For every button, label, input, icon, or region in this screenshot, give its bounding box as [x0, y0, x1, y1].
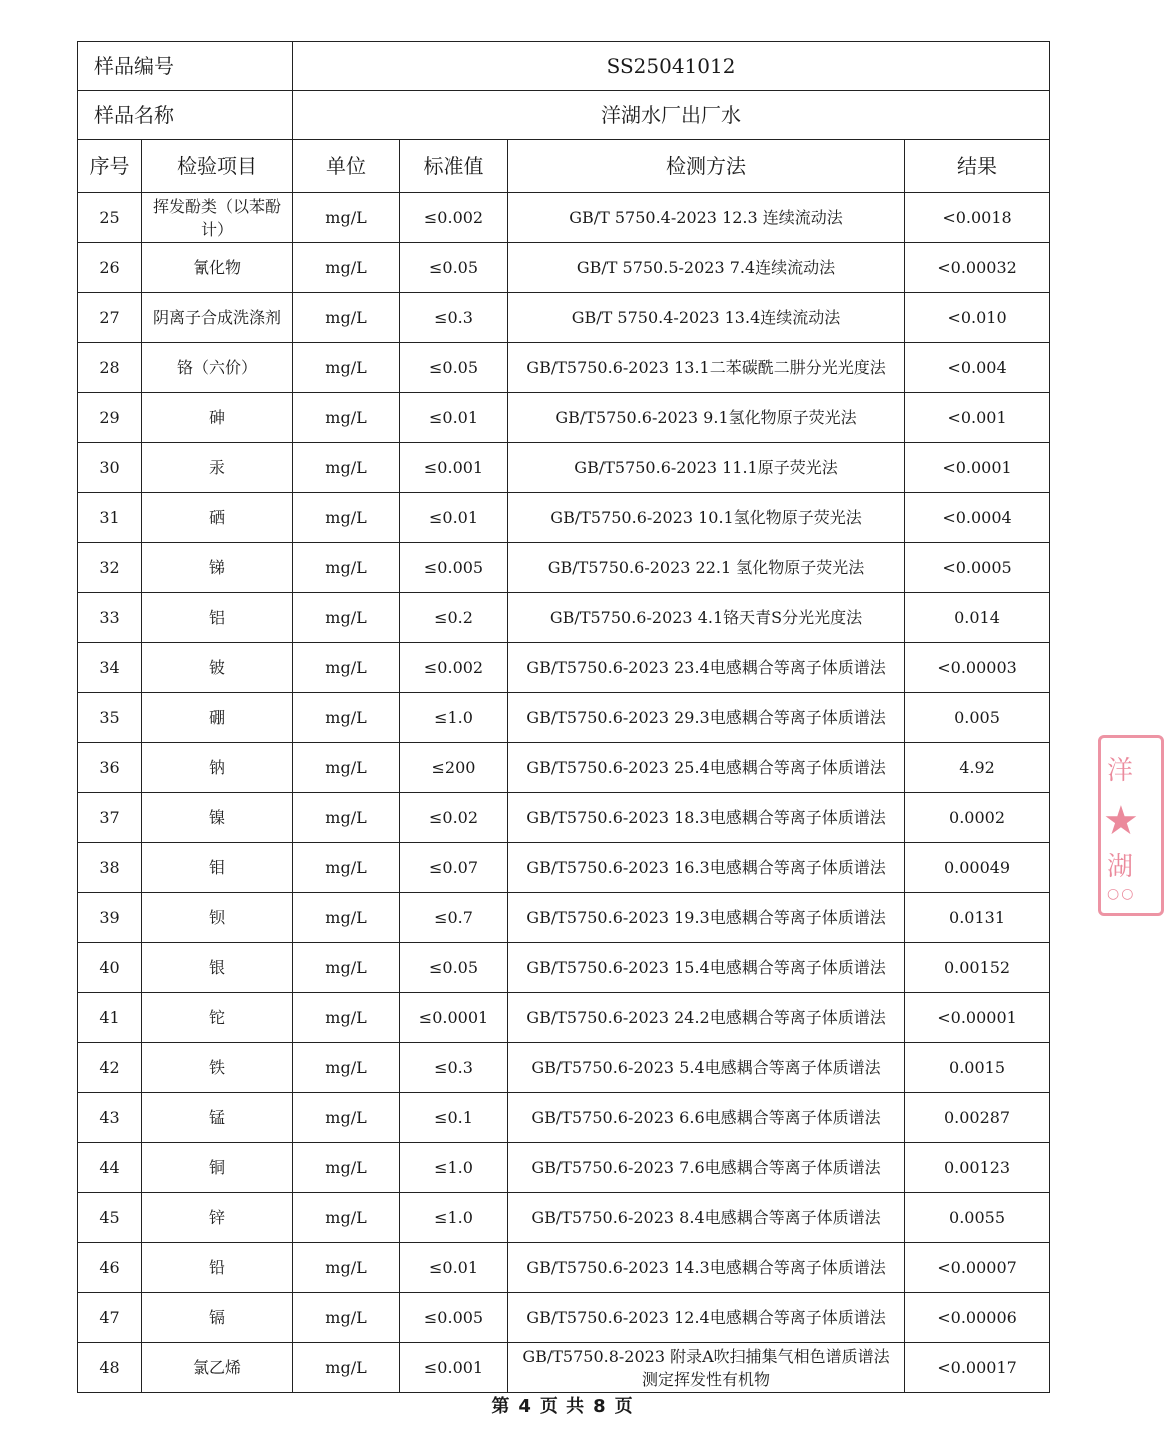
test-item-cell: 铁 — [142, 1043, 293, 1093]
row-number-cell: 44 — [78, 1143, 142, 1193]
test-method-cell: GB/T5750.6-2023 29.3电感耦合等离子体质谱法 — [508, 693, 905, 743]
test-item-cell: 银 — [142, 943, 293, 993]
table-row — [78, 943, 1050, 993]
column-header-no: 序号 — [78, 140, 142, 193]
test-method-cell: GB/T5750.6-2023 11.1原子荧光法 — [508, 443, 905, 493]
footer-middle: 页 共 — [539, 1396, 586, 1417]
test-method-cell: GB/T5750.6-2023 24.2电感耦合等离子体质谱法 — [508, 993, 905, 1043]
row-number-cell: 46 — [78, 1243, 142, 1293]
row-number-cell: 40 — [78, 943, 142, 993]
row-number-cell: 36 — [78, 743, 142, 793]
result-cell: <0.0018 — [905, 193, 1050, 243]
table-row — [78, 993, 1050, 1043]
result-cell: <0.00017 — [905, 1343, 1050, 1393]
row-number-cell: 47 — [78, 1293, 142, 1343]
table-row — [78, 1043, 1050, 1093]
standard-value-cell: ≤0.002 — [400, 193, 508, 243]
seal-dots: ○○ — [1107, 886, 1136, 902]
unit-cell: mg/L — [293, 1343, 400, 1393]
table-row — [78, 243, 1050, 293]
table-row — [78, 1143, 1050, 1193]
table-row — [78, 193, 1050, 243]
test-method-cell: GB/T5750.6-2023 15.4电感耦合等离子体质谱法 — [508, 943, 905, 993]
row-number-cell: 29 — [78, 393, 142, 443]
unit-cell: mg/L — [293, 193, 400, 243]
table-row — [78, 493, 1050, 543]
row-number-cell: 35 — [78, 693, 142, 743]
row-number-cell: 37 — [78, 793, 142, 843]
table-row — [78, 843, 1050, 893]
result-cell: 0.014 — [905, 593, 1050, 643]
row-number-cell: 26 — [78, 243, 142, 293]
table-row — [78, 793, 1050, 843]
unit-cell: mg/L — [293, 643, 400, 693]
result-cell: <0.004 — [905, 343, 1050, 393]
table-row — [78, 1193, 1050, 1243]
standard-value-cell: ≤0.0001 — [400, 993, 508, 1043]
test-item-cell: 镉 — [142, 1293, 293, 1343]
result-cell: 0.005 — [905, 693, 1050, 743]
table-row — [78, 1343, 1050, 1393]
column-header-result: 结果 — [905, 140, 1050, 193]
unit-cell: mg/L — [293, 943, 400, 993]
standard-value-cell: ≤0.005 — [400, 1293, 508, 1343]
test-method-cell: GB/T5750.6-2023 22.1 氢化物原子荧光法 — [508, 543, 905, 593]
unit-cell: mg/L — [293, 493, 400, 543]
result-cell: <0.001 — [905, 393, 1050, 443]
standard-value-cell: ≤0.07 — [400, 843, 508, 893]
test-method-cell: GB/T5750.6-2023 12.4电感耦合等离子体质谱法 — [508, 1293, 905, 1343]
standard-value-cell: ≤0.001 — [400, 443, 508, 493]
row-number-cell: 25 — [78, 193, 142, 243]
unit-cell: mg/L — [293, 843, 400, 893]
unit-cell: mg/L — [293, 543, 400, 593]
test-method-cell: GB/T 5750.5-2023 7.4连续流动法 — [508, 243, 905, 293]
unit-cell: mg/L — [293, 243, 400, 293]
unit-cell: mg/L — [293, 1143, 400, 1193]
result-cell: 0.0015 — [905, 1043, 1050, 1093]
test-method-cell: GB/T5750.6-2023 18.3电感耦合等离子体质谱法 — [508, 793, 905, 843]
unit-cell: mg/L — [293, 1043, 400, 1093]
table-row — [78, 893, 1050, 943]
sample-name-label: 样品名称 — [78, 91, 293, 140]
sample-number-row — [78, 42, 1050, 91]
row-number-cell: 27 — [78, 293, 142, 343]
standard-value-cell: ≤0.002 — [400, 643, 508, 693]
test-method-cell: GB/T5750.6-2023 9.1氢化物原子荧光法 — [508, 393, 905, 443]
footer-page-number: 4 — [518, 1396, 532, 1417]
standard-value-cell: ≤0.01 — [400, 393, 508, 443]
row-number-cell: 30 — [78, 443, 142, 493]
table-row — [78, 743, 1050, 793]
standard-value-cell: ≤1.0 — [400, 693, 508, 743]
test-method-cell: GB/T5750.6-2023 16.3电感耦合等离子体质谱法 — [508, 843, 905, 893]
result-cell: <0.00006 — [905, 1293, 1050, 1343]
test-item-cell: 挥发酚类（以苯酚计） — [142, 193, 293, 243]
standard-value-cell: ≤0.001 — [400, 1343, 508, 1393]
table-row — [78, 643, 1050, 693]
row-number-cell: 38 — [78, 843, 142, 893]
result-cell: 0.0002 — [905, 793, 1050, 843]
unit-cell: mg/L — [293, 1093, 400, 1143]
official-seal-stamp — [1098, 735, 1164, 916]
result-cell: 0.00152 — [905, 943, 1050, 993]
footer-suffix: 页 — [614, 1396, 634, 1417]
footer-total-pages: 8 — [593, 1396, 607, 1417]
test-method-cell: GB/T 5750.4-2023 13.4连续流动法 — [508, 293, 905, 343]
test-item-cell: 铊 — [142, 993, 293, 1043]
test-method-cell: GB/T5750.6-2023 10.1氢化物原子荧光法 — [508, 493, 905, 543]
test-item-cell: 硒 — [142, 493, 293, 543]
table-row — [78, 393, 1050, 443]
sample-number-label: 样品编号 — [78, 42, 293, 91]
table-row — [78, 1093, 1050, 1143]
row-number-cell: 28 — [78, 343, 142, 393]
test-item-cell: 锰 — [142, 1093, 293, 1143]
result-cell: <0.0001 — [905, 443, 1050, 493]
row-number-cell: 33 — [78, 593, 142, 643]
test-item-cell: 硼 — [142, 693, 293, 743]
unit-cell: mg/L — [293, 893, 400, 943]
standard-value-cell: ≤0.05 — [400, 343, 508, 393]
result-cell: <0.00007 — [905, 1243, 1050, 1293]
result-cell: 0.00123 — [905, 1143, 1050, 1193]
test-item-cell: 钼 — [142, 843, 293, 893]
unit-cell: mg/L — [293, 443, 400, 493]
seal-text-2: 湖 — [1107, 852, 1134, 882]
test-item-cell: 砷 — [142, 393, 293, 443]
standard-value-cell: ≤0.3 — [400, 293, 508, 343]
standard-value-cell: ≤0.01 — [400, 493, 508, 543]
column-header-row — [78, 140, 1050, 193]
test-item-cell: 锌 — [142, 1193, 293, 1243]
test-item-cell: 镍 — [142, 793, 293, 843]
result-cell: <0.00001 — [905, 993, 1050, 1043]
unit-cell: mg/L — [293, 1293, 400, 1343]
row-number-cell: 34 — [78, 643, 142, 693]
standard-value-cell: ≤0.7 — [400, 893, 508, 943]
unit-cell: mg/L — [293, 793, 400, 843]
row-number-cell: 45 — [78, 1193, 142, 1243]
standard-value-cell: ≤0.05 — [400, 943, 508, 993]
standard-value-cell: ≤0.3 — [400, 1043, 508, 1093]
standard-value-cell: ≤0.02 — [400, 793, 508, 843]
unit-cell: mg/L — [293, 693, 400, 743]
row-number-cell: 42 — [78, 1043, 142, 1093]
result-cell: 0.0055 — [905, 1193, 1050, 1243]
result-cell: 0.0131 — [905, 893, 1050, 943]
test-item-cell: 铜 — [142, 1143, 293, 1193]
table-row — [78, 1293, 1050, 1343]
standard-value-cell: ≤200 — [400, 743, 508, 793]
sample-name-row — [78, 91, 1050, 140]
standard-value-cell: ≤1.0 — [400, 1193, 508, 1243]
sample-number-value: SS25041012 — [293, 42, 1050, 91]
unit-cell: mg/L — [293, 293, 400, 343]
table-row — [78, 593, 1050, 643]
row-number-cell: 32 — [78, 543, 142, 593]
table-row — [78, 293, 1050, 343]
table-row — [78, 543, 1050, 593]
test-item-cell: 钡 — [142, 893, 293, 943]
table-row — [78, 693, 1050, 743]
test-method-cell: GB/T5750.6-2023 25.4电感耦合等离子体质谱法 — [508, 743, 905, 793]
unit-cell: mg/L — [293, 593, 400, 643]
result-cell: <0.0004 — [905, 493, 1050, 543]
test-item-cell: 铬（六价） — [142, 343, 293, 393]
test-report-table — [77, 41, 1050, 1393]
unit-cell: mg/L — [293, 393, 400, 443]
seal-star-icon: ★ — [1103, 798, 1139, 844]
test-method-cell: GB/T5750.6-2023 4.1铬天青S分光光度法 — [508, 593, 905, 643]
test-item-cell: 氰化物 — [142, 243, 293, 293]
unit-cell: mg/L — [293, 743, 400, 793]
result-cell: <0.00003 — [905, 643, 1050, 693]
result-cell: 4.92 — [905, 743, 1050, 793]
test-item-cell: 钠 — [142, 743, 293, 793]
test-method-cell: GB/T5750.6-2023 23.4电感耦合等离子体质谱法 — [508, 643, 905, 693]
table-row — [78, 343, 1050, 393]
unit-cell: mg/L — [293, 1193, 400, 1243]
row-number-cell: 39 — [78, 893, 142, 943]
seal-text: 洋 — [1107, 756, 1134, 786]
test-item-cell: 铍 — [142, 643, 293, 693]
table-row — [78, 443, 1050, 493]
standard-value-cell: ≤0.2 — [400, 593, 508, 643]
row-number-cell: 41 — [78, 993, 142, 1043]
standard-value-cell: ≤1.0 — [400, 1143, 508, 1193]
test-method-cell: GB/T5750.6-2023 14.3电感耦合等离子体质谱法 — [508, 1243, 905, 1293]
result-cell: 0.00049 — [905, 843, 1050, 893]
test-method-cell: GB/T5750.6-2023 13.1二苯碳酰二肼分光光度法 — [508, 343, 905, 393]
result-cell: <0.00032 — [905, 243, 1050, 293]
standard-value-cell: ≤0.005 — [400, 543, 508, 593]
test-item-cell: 氯乙烯 — [142, 1343, 293, 1393]
column-header-method: 检测方法 — [508, 140, 905, 193]
column-header-unit: 单位 — [293, 140, 400, 193]
unit-cell: mg/L — [293, 1243, 400, 1293]
page-footer — [0, 1392, 1125, 1418]
test-item-cell: 锑 — [142, 543, 293, 593]
test-method-cell: GB/T5750.6-2023 7.6电感耦合等离子体质谱法 — [508, 1143, 905, 1193]
standard-value-cell: ≤0.01 — [400, 1243, 508, 1293]
test-method-cell: GB/T5750.6-2023 5.4电感耦合等离子体质谱法 — [508, 1043, 905, 1093]
test-item-cell: 铅 — [142, 1243, 293, 1293]
test-method-cell: GB/T5750.6-2023 19.3电感耦合等离子体质谱法 — [508, 893, 905, 943]
test-item-cell: 铝 — [142, 593, 293, 643]
test-method-cell: GB/T 5750.4-2023 12.3 连续流动法 — [508, 193, 905, 243]
column-header-item: 检验项目 — [142, 140, 293, 193]
row-number-cell: 43 — [78, 1093, 142, 1143]
test-item-cell: 阴离子合成洗涤剂 — [142, 293, 293, 343]
test-method-cell: GB/T5750.8-2023 附录A吹扫捕集气相色谱质谱法测定挥发性有机物 — [508, 1343, 905, 1393]
row-number-cell: 31 — [78, 493, 142, 543]
test-item-cell: 汞 — [142, 443, 293, 493]
test-method-cell: GB/T5750.6-2023 6.6电感耦合等离子体质谱法 — [508, 1093, 905, 1143]
result-cell: <0.010 — [905, 293, 1050, 343]
standard-value-cell: ≤0.1 — [400, 1093, 508, 1143]
table-row — [78, 1243, 1050, 1293]
unit-cell: mg/L — [293, 993, 400, 1043]
result-cell: <0.0005 — [905, 543, 1050, 593]
test-method-cell: GB/T5750.6-2023 8.4电感耦合等离子体质谱法 — [508, 1193, 905, 1243]
result-cell: 0.00287 — [905, 1093, 1050, 1143]
footer-prefix: 第 — [491, 1396, 511, 1417]
unit-cell: mg/L — [293, 343, 400, 393]
standard-value-cell: ≤0.05 — [400, 243, 508, 293]
column-header-standard: 标准值 — [400, 140, 508, 193]
row-number-cell: 48 — [78, 1343, 142, 1393]
sample-name-value: 洋湖水厂出厂水 — [293, 91, 1050, 140]
